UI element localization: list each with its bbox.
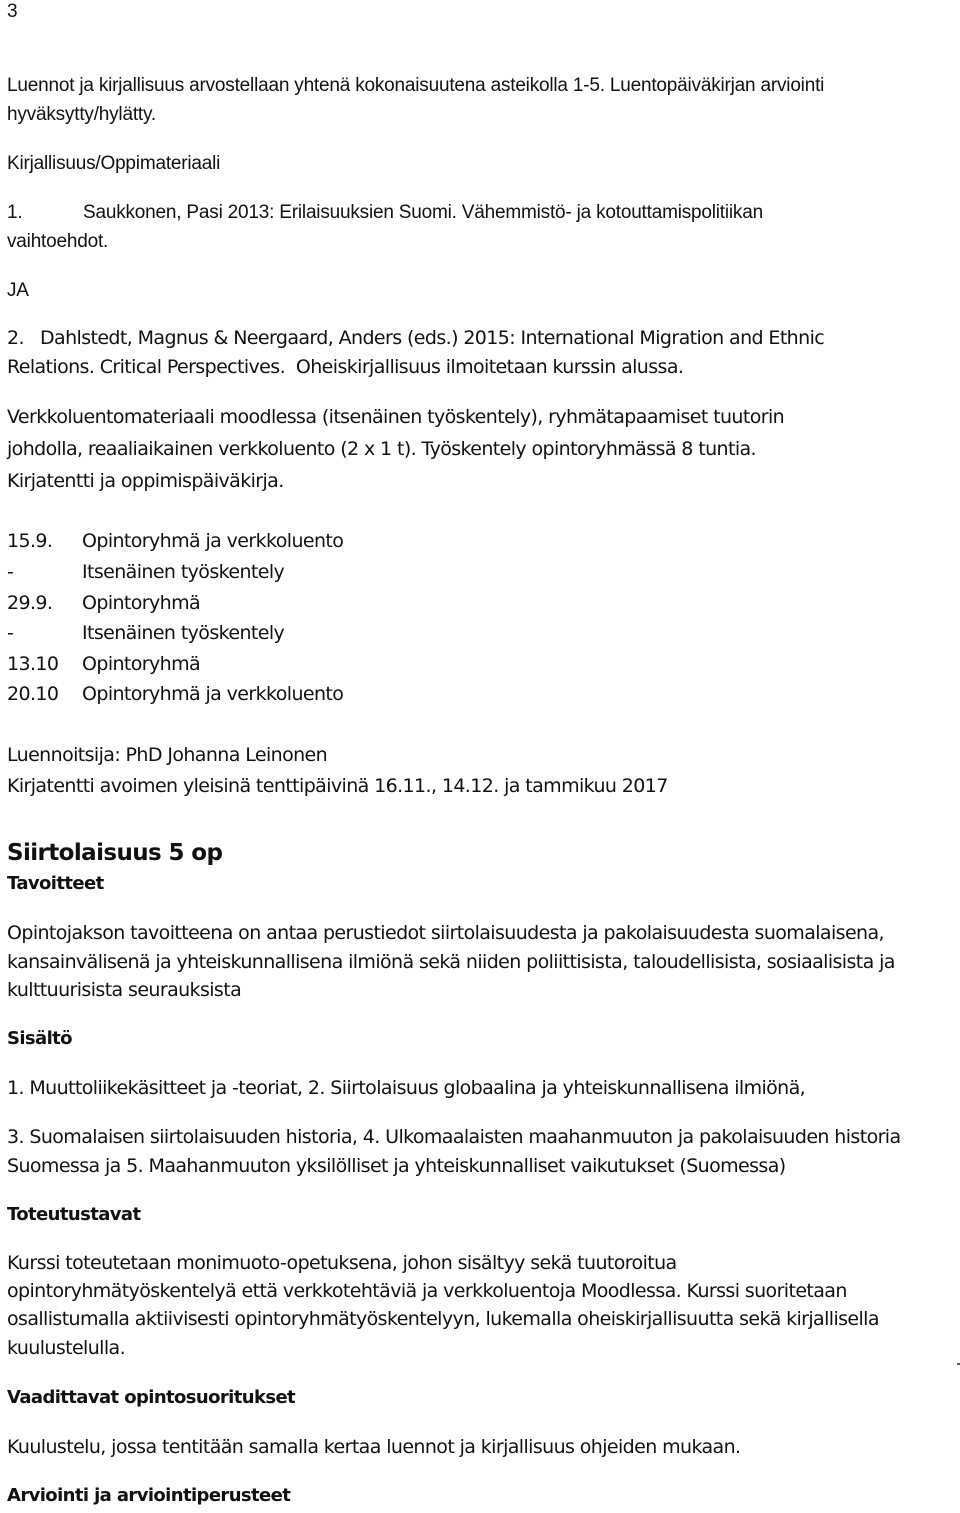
list-text-continued: Relations. Critical Perspectives. Oheiskirjallisuus ilmoitetaan kurssin alussa. <box>7 356 684 378</box>
assessment-heading: Arviointi ja arviointiperusteet <box>7 1485 291 1506</box>
text-line: kuulustelulla. <box>7 1337 126 1359</box>
implementation-heading: Toteutustavat <box>7 1204 141 1225</box>
goals-heading: Tavoitteet <box>7 873 104 894</box>
schedule-activity: Itsenäinen työskentely <box>82 622 285 644</box>
text-line: Luennot ja kirjallisuus arvostellaan yhtenä kokonaisuutena asteikolla 1-5. Luentopäiväkirjan arviointi <box>7 75 825 96</box>
list-text-continued: vaihtoehdot. <box>7 231 109 252</box>
text-line: osallistumalla aktiivisesti opintoryhmätyöskentelyyn, lukemalla oheiskirjallisuutta sekä kirjallisella <box>7 1308 879 1330</box>
schedule-date: 20.10 <box>7 683 59 705</box>
exam-line: Kirjatentti avoimen yleisinä tenttipäivinä 16.11., 14.12. ja tammikuu 2017 <box>7 775 668 797</box>
page-number: 3 <box>7 1 18 22</box>
text-line: 3. Suomalaisen siirtolaisuuden historia, 4. Ulkomaalaisten maahanmuuton ja pakolaisuuden historia <box>7 1126 901 1148</box>
schedule-activity: Itsenäinen työskentely <box>82 561 285 583</box>
ja-label: JA <box>7 280 29 301</box>
list-text: Saukkonen, Pasi 2013: Erilaisuuksien Suomi. Vähemmistö- ja kotouttamispolitiikan <box>83 202 763 223</box>
requirements-heading: Vaadittavat opintosuoritukset <box>7 1387 296 1408</box>
list-number: 1. <box>7 202 23 223</box>
schedule-activity: Opintoryhmä <box>82 592 201 614</box>
lecturer-line: Luennoitsija: PhD Johanna Leinonen <box>7 744 328 766</box>
schedule-date: - <box>7 561 14 583</box>
schedule-date: 15.9. <box>7 530 53 552</box>
requirements-line: Kuulustelu, jossa tentitään samalla kertaa luennot ja kirjallisuus ohjeiden mukaan. <box>7 1436 741 1458</box>
schedule-date: - <box>7 622 14 644</box>
text-line: Kirjatentti ja oppimispäiväkirja. <box>7 470 284 492</box>
schedule-date: 13.10 <box>7 653 59 675</box>
text-line: kulttuurisista seurauksista <box>7 979 242 1001</box>
text-line: kansainvälisenä ja yhteiskunnallisena ilmiönä sekä niiden poliittisista, taloudellisista, sosiaalisista ja <box>7 951 895 973</box>
content-line: 1. Muuttoliikekäsitteet ja -teoriat, 2. Siirtolaisuus globaalina ja yhteiskunnallisena ilmiönä, <box>7 1077 806 1099</box>
list-text: Dahlstedt, Magnus & Neergaard, Anders (eds.) 2015: International Migration and Ethnic <box>40 327 825 349</box>
schedule-date: 29.9. <box>7 592 53 614</box>
text-line: Suomessa ja 5. Maahanmuuton yksilölliset ja yhteiskunnalliset vaikutukset (Suomessa) <box>7 1155 786 1177</box>
schedule-activity: Opintoryhmä ja verkkoluento <box>82 683 344 705</box>
list-number: 2. <box>7 327 24 349</box>
literature-heading: Kirjallisuus/Oppimateriaali <box>7 153 221 174</box>
text-line: Opintojakson tavoitteena on antaa perustiedot siirtolaisuudesta ja pakolaisuudesta suomalaisena, <box>7 922 884 944</box>
course-title: Siirtolaisuus 5 op <box>7 840 223 866</box>
text-line: hyväksytty/hylätty. <box>7 104 156 125</box>
content-heading: Sisältö <box>7 1028 72 1049</box>
text-line: johdolla, reaaliaikainen verkkoluento (2 x 1 t). Työskentely opintoryhmässä 8 tuntia. <box>7 438 756 460</box>
schedule-activity: Opintoryhmä ja verkkoluento <box>82 530 344 552</box>
text-line: Verkkoluentomateriaali moodlessa (itsenäinen työskentely), ryhmätapaamiset tuutorin <box>7 406 785 428</box>
schedule-activity: Opintoryhmä <box>82 653 201 675</box>
text-line: opintoryhmätyöskentelyä että verkkotehtäviä ja verkkoluentoja Moodlessa. Kurssi suoritetaan <box>7 1280 847 1302</box>
text-line: Kurssi toteutetaan monimuoto-opetuksena, johon sisältyy sekä tuutoroitua <box>7 1252 677 1274</box>
